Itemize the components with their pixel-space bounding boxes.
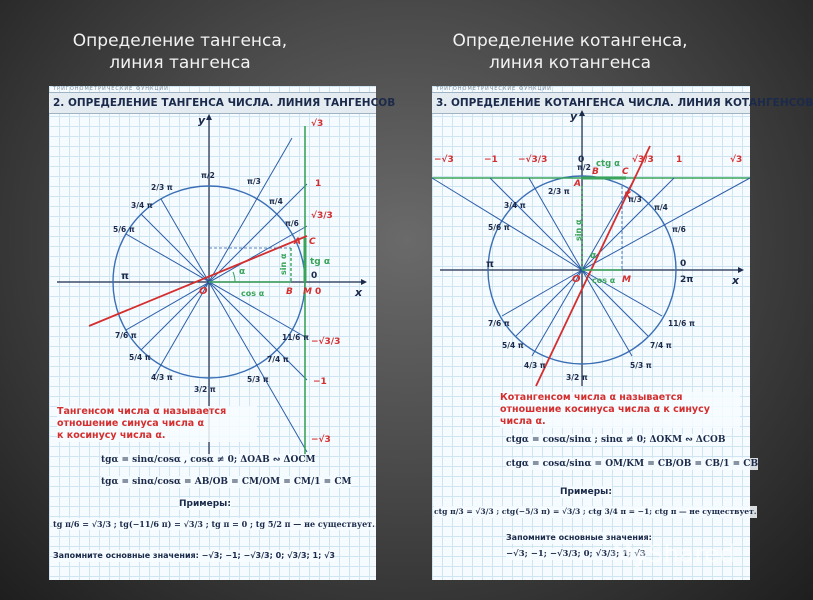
cotangent-point-M: M: [622, 275, 631, 285]
left-heading-line2: линия тангенса: [109, 53, 251, 73]
cotangent-two-pi: 2π: [680, 275, 694, 285]
cotangent-rays: [432, 178, 750, 356]
tangent-alpha: α: [239, 267, 246, 277]
cotangent-zero-top: 0: [578, 155, 585, 165]
cotangent-definition: [500, 392, 740, 428]
left-heading-line1: Определение тангенса,: [72, 31, 288, 51]
angle-pi2: π/2: [577, 163, 591, 172]
ray-pi6: [126, 226, 307, 330]
cotangent-formula-2: ctgα = cosα/sinα = OM/KM = CB/OB = CB/1 = CB: [506, 459, 759, 469]
cotangent-panel: [432, 86, 813, 580]
cotangent-point-A: A: [574, 179, 581, 189]
angle-5pi3: 5/3 π: [247, 375, 269, 384]
watermark: MyShared: [612, 540, 736, 568]
tangent-point-O: O: [199, 286, 208, 297]
cotangent-point-B: B: [592, 167, 599, 177]
tg-value-neg-one: −1: [313, 377, 327, 387]
ray-7pi6: [502, 270, 582, 316]
cotangent-point-K: K: [624, 191, 631, 201]
cotangent-definition-line1: Котангенсом числа α называется: [500, 392, 683, 403]
tangent-remember: Запомните основные значения: −√3; −1; −√3/3; 0; √3/3; 1; √3: [53, 551, 335, 560]
tangent-cos-label: cos α: [241, 289, 265, 298]
angle-7pi4: 7/4 π: [650, 341, 672, 350]
cotangent-y-label: y: [570, 110, 578, 123]
angle-pi3: π/3: [628, 195, 642, 204]
tangent-banner: 2. ОПРЕДЕЛЕНИЕ ТАНГЕНСА ЧИСЛА. ЛИНИЯ ТАНГЕНСОВ: [49, 92, 376, 114]
cotangent-ctg-label: ctg α: [596, 159, 620, 169]
angle-2pi3: 2/3 π: [548, 187, 570, 196]
angle-7pi6: 7/6 π: [115, 331, 137, 340]
right-heading-line1: Определение котангенса,: [452, 31, 688, 51]
tangent-panel: [49, 86, 396, 580]
angle-11pi6: 11/6 π: [282, 333, 309, 342]
angle-3pi4: 3/4 π: [504, 201, 526, 210]
angle-3pi2: 3/2 π: [194, 385, 216, 394]
ctg-value-one: 1: [676, 155, 683, 165]
cotangent-topline: ТРИГОНОМЕТРИЧЕСКИЕ ФУНКЦИИ: [436, 86, 552, 92]
cotangent-point-O: O: [572, 274, 581, 285]
tangent-definition-line2: отношение синуса числа α: [57, 418, 205, 429]
angle-3pi4: 3/4 π: [131, 201, 153, 210]
angle-3pi2: 3/2 π: [566, 373, 588, 382]
tangent-formula-1: tgα = sinα/cosα , cosα ≠ 0; ΔOAB ∾ ΔOCM: [101, 455, 316, 465]
left-heading: [40, 30, 320, 74]
ctg-value-neg-sqrt3: −√3: [434, 155, 454, 165]
angle-pi6: π/6: [285, 219, 299, 228]
tangent-formula-2: tgα = sinα/cosα = AB/OB = CM/OM = CM/1 = CM: [101, 477, 352, 487]
tangent-x-arrow-icon: [361, 279, 367, 285]
cotangent-examples-title: Примеры:: [560, 487, 612, 497]
alpha-ray: [536, 146, 650, 386]
cotangent-examples: ctg π/3 = √3/3 ; ctg(−5/3 π) = √3/3 ; ctg 3/4 π = −1; ctg π — не существует.: [434, 507, 757, 516]
tangent-zero: 0: [311, 271, 318, 281]
cotangent-remember-line2: −√3; −1; −√3/3; 0; √3/3; 1; √3: [506, 549, 646, 559]
ctg-value-sqrt3-3: √3/3: [632, 155, 654, 165]
cotangent-banner: 3. ОПРЕДЕЛЕНИЕ КОТАНГЕНСА ЧИСЛА. ЛИНИЯ КОТАНГЕНСОВ: [432, 92, 750, 114]
tg-value-sqrt3-3: √3/3: [311, 211, 333, 221]
angle-pi2: π/2: [201, 171, 215, 180]
angle-pi4: π/4: [654, 203, 668, 212]
cotangent-formula-1: ctgα = cosα/sinα ; sinα ≠ 0; ΔOKM ∾ ΔCOB: [506, 435, 726, 445]
angle-5pi3: 5/3 π: [630, 361, 652, 370]
tangent-point-C: C: [309, 237, 316, 247]
angle-5pi4: 5/4 π: [129, 353, 151, 362]
cotangent-x-arrow-icon: [738, 267, 744, 273]
tangent-y-label: y: [198, 114, 206, 127]
angle-11pi6: 11/6 π: [668, 319, 695, 328]
angle-pi4: π/4: [269, 197, 283, 206]
angle-4pi3: 4/3 π: [151, 373, 173, 382]
angle-7pi6: 7/6 π: [488, 319, 510, 328]
tangent-pi: π: [121, 271, 129, 282]
tangent-point-M: M: [303, 287, 312, 297]
tangent-examples-title: Примеры:: [179, 499, 231, 509]
angle-5pi6: 5/6 π: [488, 223, 510, 232]
angle-5pi4: 5/4 π: [502, 341, 524, 350]
tg-value-one: 1: [315, 179, 322, 189]
tangent-point-A: A: [294, 237, 301, 247]
ctg-value-neg-sqrt3-3: −√3/3: [518, 155, 548, 165]
ray-5pi6: [126, 234, 307, 338]
cotangent-remember-line1: Запомните основные значения:: [506, 533, 652, 542]
cotangent-definition-line2: отношение косинуса числа α к синусу числа α.: [500, 404, 710, 427]
cotangent-y-arrow-icon: [579, 110, 585, 116]
tangent-tg-label: tg α: [310, 257, 331, 267]
tangent-topline: ТРИГОНОМЕТРИЧЕСКИЕ ФУНКЦИИ: [53, 86, 169, 92]
right-heading-line2: линия котангенса: [488, 53, 652, 73]
alpha-arc: [233, 272, 235, 282]
cotangent-angle-labels: [488, 163, 695, 382]
angle-5pi6: 5/6 π: [113, 225, 135, 234]
tangent-examples: tg π/6 = √3/3 ; tg(−11/6 π) = √3/3 ; tg π = 0 ; tg 5/2 π — не существует.: [53, 519, 375, 529]
cotangent-alpha: α: [590, 251, 597, 261]
ctg-value-sqrt3: √3: [730, 155, 743, 165]
cotangent-pi: π: [486, 259, 494, 270]
ray-pi3: [154, 138, 292, 377]
right-heading: [420, 30, 720, 74]
tg-value-sqrt3: √3: [311, 119, 324, 129]
tg-value-neg-sqrt3-3: −√3/3: [311, 337, 341, 347]
tangent-y-arrow-icon: [206, 114, 212, 120]
tangent-x-label: x: [355, 286, 363, 299]
angle-pi3: π/3: [247, 177, 261, 186]
tangent-definition-line3: к косинусу числа α.: [57, 430, 166, 441]
angle-2pi3: 2/3 π: [151, 183, 173, 192]
cotangent-point-C: C: [622, 167, 629, 177]
angle-pi6: π/6: [672, 225, 686, 234]
angle-4pi3: 4/3 π: [524, 361, 546, 370]
cotangent-sin-label: sin α: [574, 219, 583, 241]
ray-sqrt3: [582, 178, 750, 270]
ctg-value-neg-one: −1: [484, 155, 498, 165]
angle-7pi4: 7/4 π: [267, 355, 289, 364]
tg-value-neg-sqrt3: −√3: [311, 435, 331, 445]
cotangent-cos-label: cos α: [592, 276, 616, 285]
tangent-definition-line1: Тангенсом числа α называется: [57, 406, 227, 417]
cotangent-x-label: x: [732, 274, 740, 287]
tangent-point-B: B: [286, 287, 293, 297]
tangent-sin-label: sin α: [279, 253, 288, 275]
tg-value-zero: 0: [315, 287, 322, 297]
tangent-definition: [57, 406, 257, 442]
cotangent-zero-right: 0: [680, 259, 687, 269]
